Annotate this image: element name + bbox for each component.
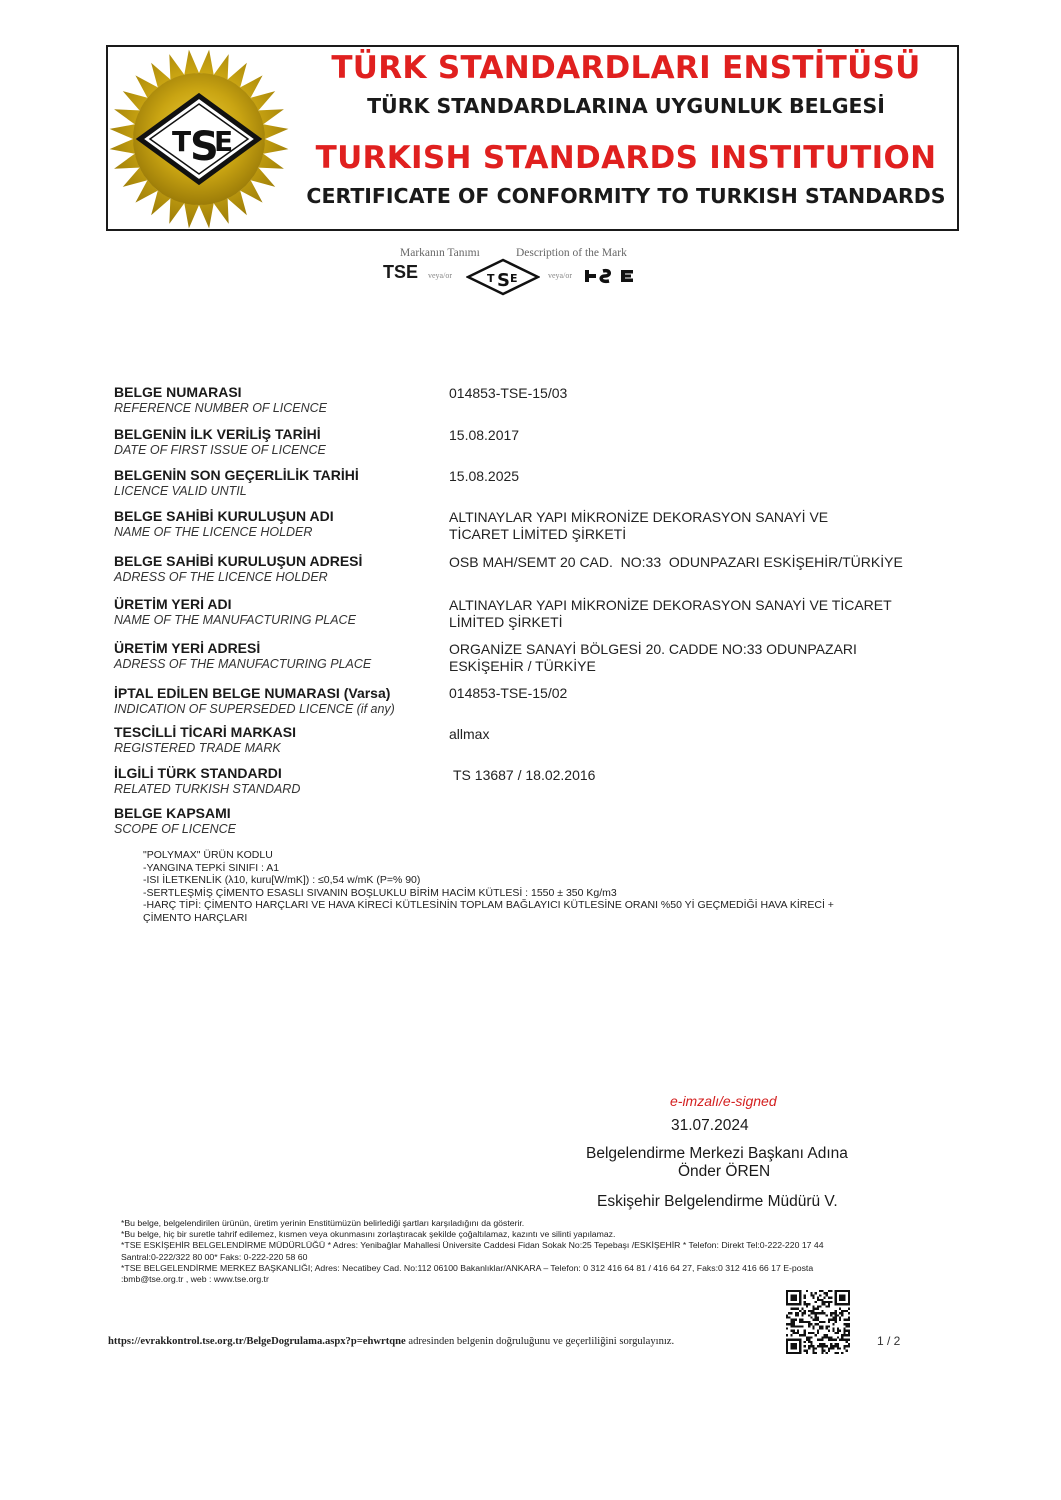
- field-label-en: INDICATION OF SUPERSEDED LICENCE (if any): [114, 702, 395, 716]
- page-number: 1 / 2: [877, 1334, 901, 1348]
- field-label-tr: BELGENİN SON GEÇERLİLİK TARİHİ: [114, 467, 359, 483]
- scope-line: -SERTLEŞMİŞ ÇİMENTO ESASLI SIVANIN BOŞLUKLU BİRİM HACİM KÜTLESİ : 1550 ± 350 Kg/m3: [143, 886, 617, 899]
- signature-date: 31.07.2024: [671, 1117, 749, 1134]
- field-label-en: NAME OF THE LICENCE HOLDER: [114, 525, 313, 539]
- scope-of-licence-text: [143, 849, 834, 925]
- svg-text:E: E: [510, 272, 518, 285]
- footnote-line: *TSE BELGELENDİRME MERKEZ BAŞKANLIĞI; Adres: Necatibey Cad. No:112 06100 Bakanlıklar/ANKARA – Telefon: 0 312 416 64 81 / 416 64 27, Faks:0 312 416 66 17 E-posta: [121, 1262, 814, 1273]
- qr-modules: [786, 1290, 850, 1354]
- seal-letter-t: T: [172, 125, 192, 158]
- verification-url[interactable]: https://evrakkontrol.tse.org.tr/BelgeDogrulama.aspx?p=ehwrtqne: [108, 1336, 406, 1347]
- e-signed-label: e-imzalı/e-signed: [670, 1093, 777, 1109]
- mark-caption-tr: Markanın Tanımı: [400, 247, 480, 259]
- field-label-en: REFERENCE NUMBER OF LICENCE: [114, 401, 327, 415]
- footnote-line: :bmb@tse.org.tr , web : www.tse.org.tr: [121, 1274, 269, 1285]
- manufacturing-place-address-line1: ORGANİZE SANAYİ BÖLGESİ 20. CADDE NO:33 ODUNPAZARI: [449, 641, 857, 657]
- licence-holder-name-line1: ALTINAYLAR YAPI MİKRONİZE DEKORASYON SANAYİ VE: [449, 509, 829, 525]
- seal-letter-e: E: [214, 125, 234, 158]
- field-label-en: ADRESS OF THE LICENCE HOLDER: [114, 570, 328, 584]
- verification-text: adresinden belgenin doğruluğunu ve geçerliliğini sorgulayınız.: [405, 1336, 675, 1347]
- manufacturing-place-name-line1: ALTINAYLAR YAPI MİKRONİZE DEKORASYON SANAYİ VE TİCARET: [449, 597, 892, 613]
- signatory-name: Önder ÖREN: [678, 1163, 771, 1180]
- mark-or-label: veya/or: [428, 271, 452, 280]
- qr-code-icon[interactable]: [786, 1290, 850, 1354]
- field-label-tr: BELGE SAHİBİ KURULUŞUN ADI: [114, 508, 334, 524]
- scope-line: ÇİMENTO HARÇLARI: [143, 911, 248, 924]
- field-label-en: REGISTERED TRADE MARK: [114, 741, 281, 755]
- footnote-line: *Bu belge, belgelendirilen ürünün, üretim yerinin Enstitümüzün belirlediği şartları karşıladığını da gösterir.: [121, 1218, 525, 1228]
- reference-number-value: 014853-TSE-15/03: [449, 385, 568, 401]
- trade-mark-value: allmax: [449, 726, 490, 742]
- scope-line: -ISI İLETKENLİK (λ10, kuru[W/mK]) : ≤0,54 w/mK (P=% 90): [143, 874, 421, 887]
- mark-caption-en: Description of the Mark: [516, 247, 627, 259]
- header-title-tr: TÜRK STANDARDLARI ENSTİTÜSÜ: [331, 50, 921, 86]
- field-label-en: DATE OF FIRST ISSUE OF LICENCE: [114, 443, 326, 457]
- field-label-tr: TESCİLLİ TİCARİ MARKASI: [114, 724, 296, 740]
- field-label-en: ADRESS OF THE MANUFACTURING PLACE: [114, 657, 372, 671]
- header-subtitle-tr: TÜRK STANDARDLARINA UYGUNLUK BELGESİ: [367, 94, 885, 118]
- mark-tse-text: TSE: [383, 262, 419, 282]
- field-label-tr: İLGİLİ TÜRK STANDARDI: [114, 765, 282, 781]
- field-label-tr: ÜRETİM YERİ ADI: [114, 596, 232, 612]
- footnote-line: Santral:0-222/322 80 00* Faks: 0-222-220 58 60: [121, 1251, 308, 1262]
- header-subtitle-en: CERTIFICATE OF CONFORMITY TO TURKISH STANDARDS: [306, 184, 946, 208]
- field-label-en: RELATED TURKISH STANDARD: [114, 782, 301, 796]
- tse-rotated-mark-icon: [583, 264, 637, 286]
- field-label-tr: BELGE SAHİBİ KURULUŞUN ADRESİ: [114, 553, 363, 569]
- footnote-line: *Bu belge, hiç bir suretle tahrif edilemez, kısmen veya okunmasını zorlaştıracak şekilde çoğaltılamaz, kazıntı ve silinti yapılamaz.: [121, 1229, 616, 1240]
- tse-mark-logo-icon: [466, 258, 540, 296]
- signatory-role: Eskişehir Belgelendirme Müdürü V.: [597, 1193, 838, 1210]
- manufacturing-place-name-line2: LİMİTED ŞİRKETİ: [449, 614, 563, 630]
- field-label-tr: İPTAL EDİLEN BELGE NUMARASI (Varsa): [114, 685, 391, 701]
- field-label-tr: BELGENİN İLK VERİLİŞ TARİHİ: [114, 426, 321, 442]
- header-title-en: TURKISH STANDARDS INSTITUTION: [315, 140, 937, 176]
- manufacturing-place-address-line2: ESKİŞEHİR / TÜRKİYE: [449, 658, 596, 674]
- tse-seal-icon: [108, 48, 290, 230]
- verification-note: [108, 1336, 674, 1347]
- footnote-line: *TSE ESKİŞEHİR BELGELENDİRME MÜDÜRLÜĞÜ * Adres: Yenibağlar Mahallesi Üniversite Caddesi Fidan Sokak No:25 Tepebaşı /ESKİŞEHİR * Telefon: Direkt Tel:0-222-220 17 44: [121, 1240, 824, 1251]
- licence-holder-name-line2: TİCARET LİMİTED ŞİRKETİ: [449, 526, 627, 542]
- field-label-en: NAME OF THE MANUFACTURING PLACE: [114, 613, 356, 627]
- seal-letter-s: S: [190, 124, 219, 170]
- field-label-tr: ÜRETİM YERİ ADRESİ: [114, 640, 261, 656]
- licence-holder-address-value: OSB MAH/SEMT 20 CAD. NO:33 ODUNPAZARI ESKİŞEHİR/TÜRKİYE: [449, 554, 903, 570]
- signatory-title: Belgelendirme Merkezi Başkanı Adına: [586, 1145, 848, 1162]
- related-standard-value: TS 13687 / 18.02.2016: [453, 767, 596, 783]
- valid-until-value: 15.08.2025: [449, 468, 520, 484]
- svg-text:T: T: [487, 272, 495, 285]
- field-label-en: SCOPE OF LICENCE: [114, 822, 237, 836]
- scope-line: -YANGINA TEPKİ SINIFI : A1: [143, 861, 280, 874]
- footnotes: [121, 1218, 824, 1285]
- mark-or-label: veya/or: [548, 271, 572, 280]
- superseded-licence-value: 014853-TSE-15/02: [449, 685, 568, 701]
- first-issue-date-value: 15.08.2017: [449, 427, 520, 443]
- field-label-tr: BELGE KAPSAMI: [114, 805, 231, 821]
- scope-line: -HARÇ TİPİ: ÇİMENTO HARÇLARI VE HAVA KİRECİ KÜTLESİNİN TOPLAM BAĞLAYICI KÜTLESİNE ORANI %50 Yİ GEÇMEDİĞİ HAVA KİRECİ +: [143, 899, 834, 912]
- field-label-tr: BELGE NUMARASI: [114, 384, 242, 400]
- scope-line: "POLYMAX" ÜRÜN KODLU: [143, 849, 273, 861]
- field-label-en: LICENCE VALID UNTIL: [114, 484, 247, 498]
- svg-text:S: S: [497, 270, 510, 291]
